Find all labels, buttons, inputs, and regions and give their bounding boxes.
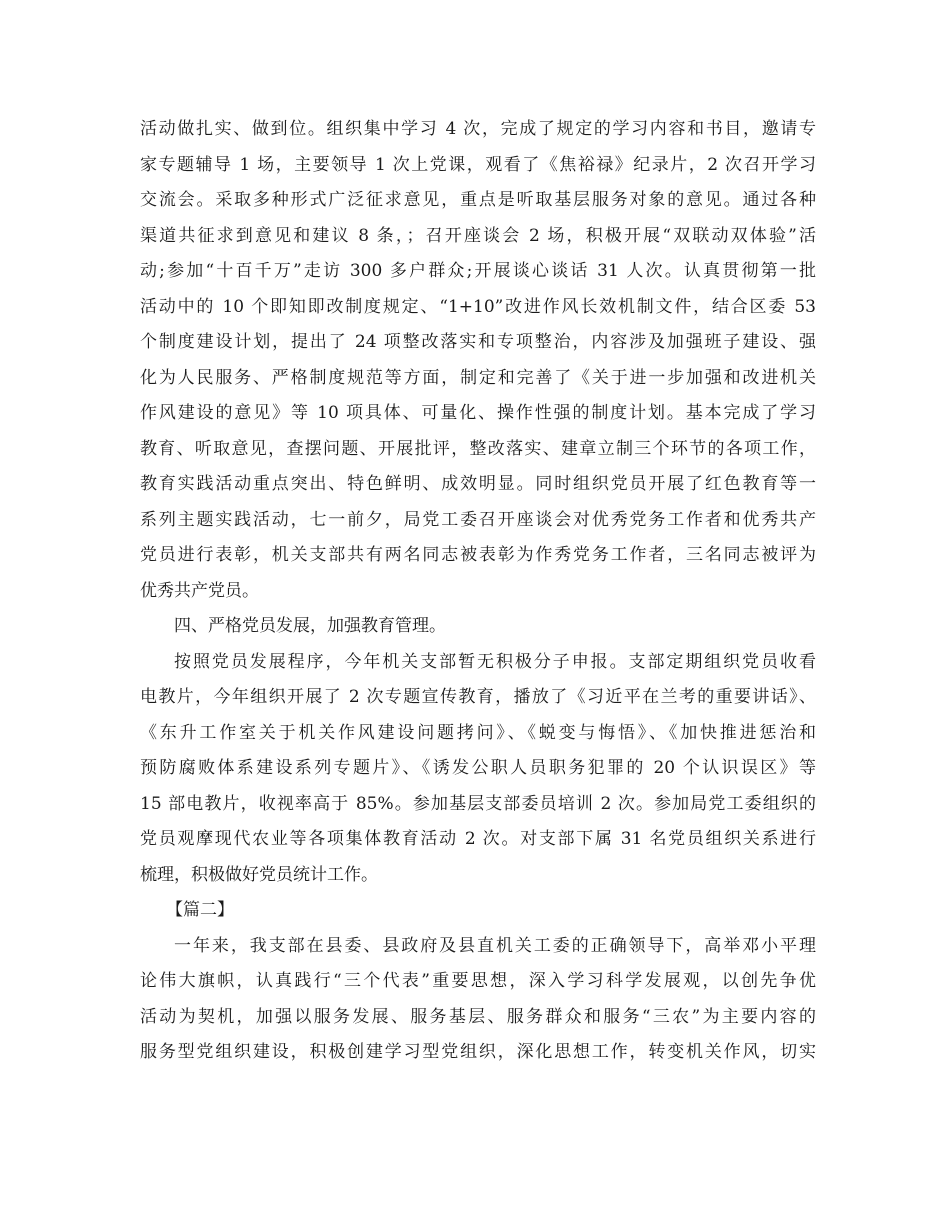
- text-line: 家专题辅导 1 场，主要领导 1 次上党课，观看了《焦裕禄》纪录片，2 次召开学习: [140, 154, 816, 175]
- text-line: 活动做扎实、做到位。组织集中学习 4 次，完成了规定的学习内容和书目，邀请专: [140, 119, 816, 139]
- text-line: 教育实践活动重点突出、特色鲜明、成效明显。同时组织党员开展了红色教育等一: [140, 474, 816, 494]
- section-heading: 四、严格党员发展，加强教育管理。: [174, 616, 446, 636]
- text-line: 电教片，今年组织开展了 2 次专题宣传教育，播放了《习近平在兰考的重要讲话》、: [140, 687, 816, 707]
- document-body: [140, 112, 816, 1071]
- text-line: 系列主题实践活动，七一前夕，局党工委召开座谈会对优秀党务工作者和优秀共产: [140, 509, 816, 530]
- text-line: 梳理，积极做好党员统计工作。: [140, 864, 378, 885]
- text-line: 《东升工作室关于机关作风建设问题拷问》、《蜕变与悔悟》、《加快推进惩治和: [140, 722, 816, 743]
- text-line: 按照党员发展程序，今年机关支部暂无积极分子申报。支部定期组织党员收看: [174, 651, 816, 672]
- text-line: 教育、听取意见，查摆问题、开展批评，整改落实、建章立制三个环节的各项工作，: [140, 438, 816, 459]
- text-line: 服务型党组织建设，积极创建学习型党组织，深化思想工作，转变机关作风，切实: [140, 1042, 816, 1062]
- text-line: 一年来，我支部在县委、县政府及县直机关工委的正确领导下，高举邓小平理: [174, 935, 816, 956]
- text-line: 交流会。采取多种形式广泛征求意见，重点是听取基层服务对象的意见。通过各种: [140, 190, 816, 210]
- text-line: 作风建设的意见》等 10 项具体、可量化、操作性强的制度计划。基本完成了学习: [140, 403, 816, 423]
- text-line: 渠道共征求到意见和建议 8 条，；召开座谈会 2 场，积极开展“双联动双体验”活: [140, 225, 816, 246]
- text-line: 个制度建设计划，提出了 24 项整改落实和专项整治，内容涉及加强班子建设、强: [140, 332, 816, 352]
- text-line: 活动中的 10 个即知即改制度规定、“1+10”改进作风长效机制文件，结合区委 53: [140, 296, 816, 317]
- part-heading: 【篇二】: [166, 900, 234, 920]
- text-line: 优秀共产党员。: [140, 580, 259, 601]
- text-line: 论伟大旗帜，认真践行“三个代表”重要思想，深入学习科学发展观，以创先争优: [140, 971, 816, 991]
- text-line: 动;参加“十百千万”走访 300 多户群众;开展谈心谈话 31 人次。认真贯彻第一批: [140, 261, 816, 281]
- text-line: 15 部电教片，收视率高于 85%。参加基层支部委员培训 2 次。参加局党工委组织的: [140, 793, 816, 814]
- text-line: 化为人民服务、严格制度规范等方面，制定和完善了《关于进一步加强和改进机关: [140, 367, 816, 388]
- text-line: 预防腐败体系建设系列专题片》、《诱发公职人员职务犯罪的 20 个认识误区》等: [140, 758, 816, 778]
- text-line: 党员进行表彰，机关支部共有两名同志被表彰为作秀党务工作者，三名同志被评为: [140, 545, 816, 565]
- text-line: 党员观摩现代农业等各项集体教育活动 2 次。对支部下属 31 名党员组织关系进行: [140, 829, 816, 849]
- text-line: 活动为契机，加强以服务发展、服务基层、服务群众和服务“三农”为主要内容的: [140, 1006, 816, 1027]
